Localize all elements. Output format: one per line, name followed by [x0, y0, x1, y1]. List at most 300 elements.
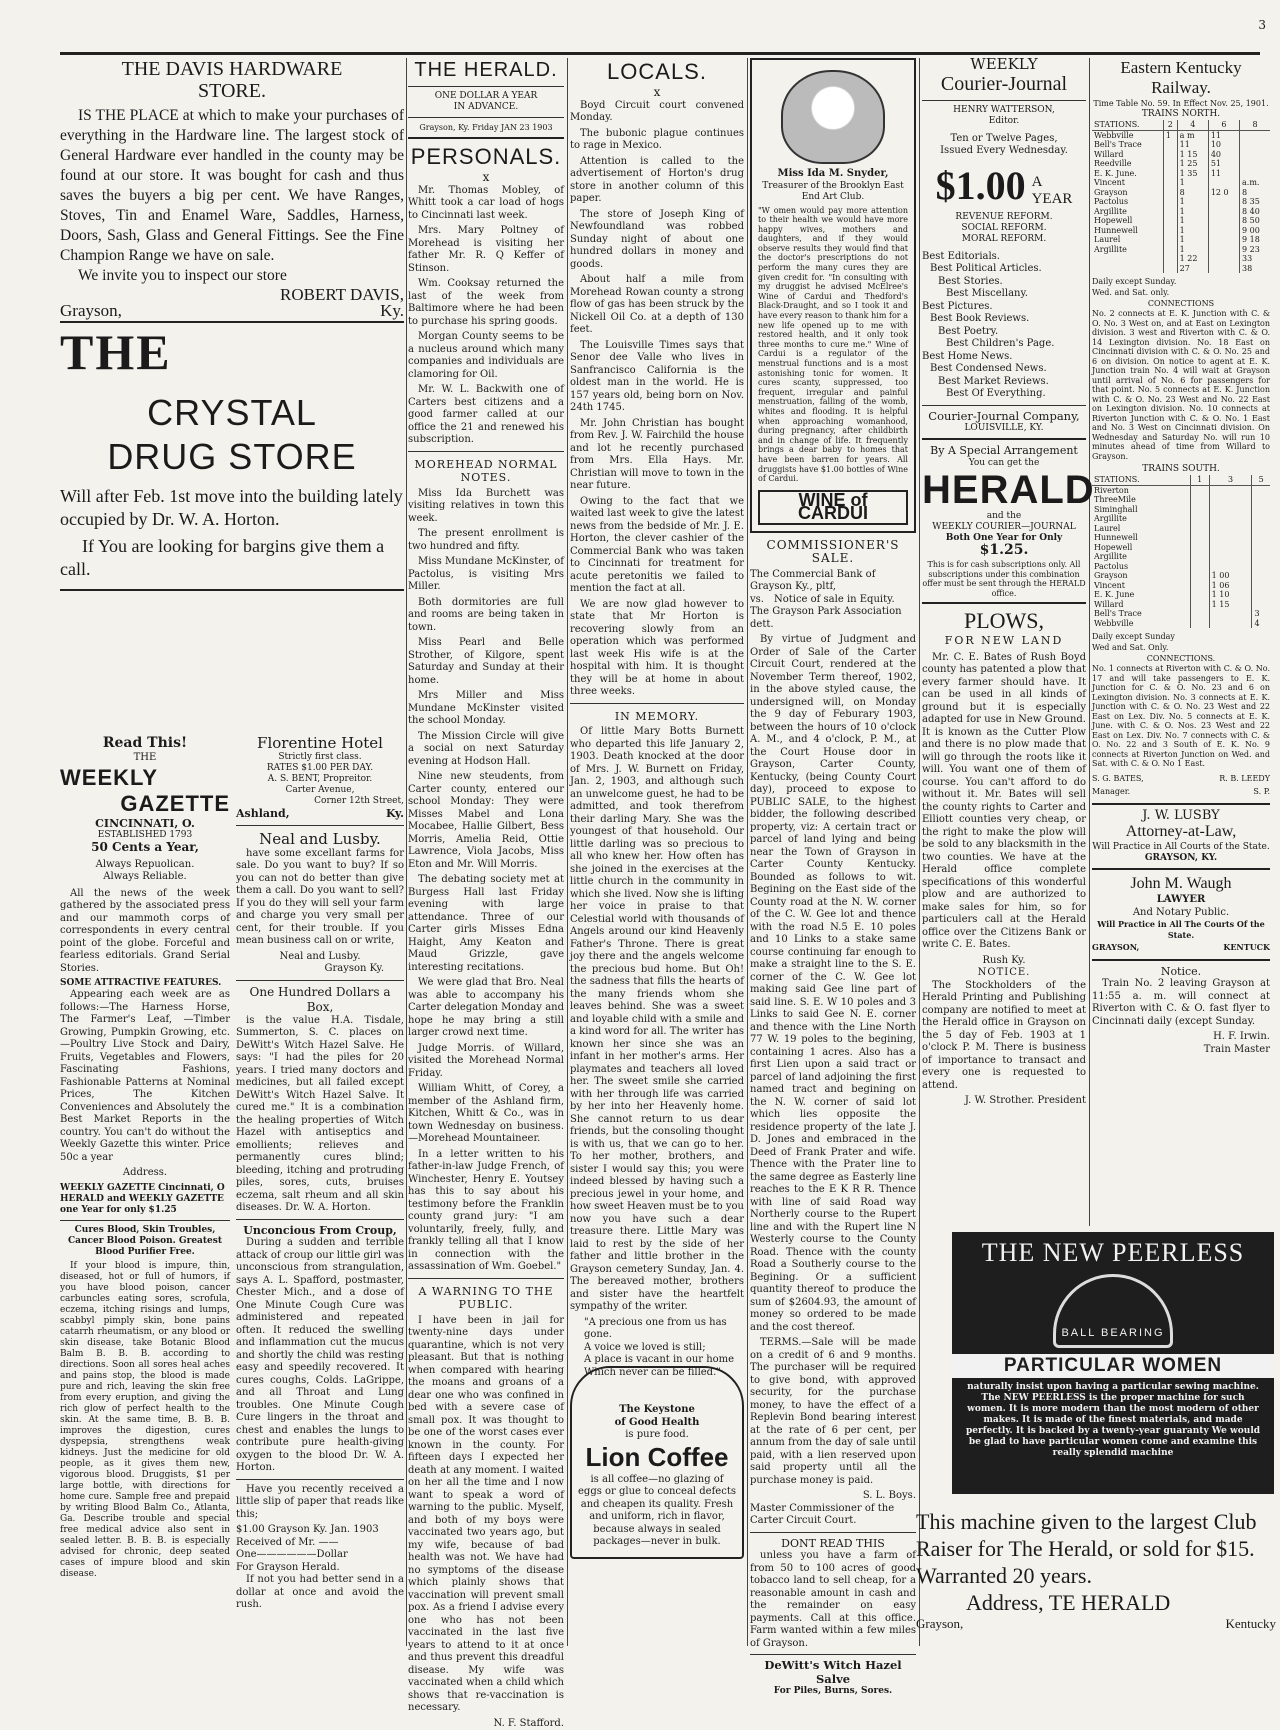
lusby-title: Attorney-at-Law,	[1092, 822, 1270, 842]
hardware-location: Grayson, Ky.	[60, 304, 404, 318]
connections-south: No. 1 connects at Riverton with C. & O. No. 17 and will take passengers to E. K. Junction for C. & O. No. 23 and 6 on Lexington division. No. 3 connects at E. K. Junction with C. & O. No. 23 West and 22 East on Lex. Div. No. 5 connects at E. K. June. with C. & O. Nos. 23 West and 22 East on Lex. Div. No. 7 connects with C. & O. No. 22 and 3 South of E. K. No. 9 connects at Riverton Junction on Wed. and Sat. with C. & O. No 1 East.	[1092, 664, 1270, 769]
peerless-body: naturally insist upon having a particular sewing machine. The NEW PEERLESS is the proper machine for such women. It is more modern than the most modern of other makes. It is made of the finest materials, and made perfectly. It is backed by a twenty-year guaranty We would be glad to have particular women come and examine this really splendid machine	[952, 1378, 1274, 1463]
timetable-cell	[1190, 609, 1209, 619]
timetable-cell	[1209, 485, 1252, 495]
plows-body: Mr. C. E. Bates of Rush Boyd county has patented a plow that every farmer should have. It can be used in all kinds of ground but it is especially adapted for use in New Ground. It is known as the Cutter Plow and there is no plow made that will go through the roots like it will. You want one of them of course. You can't afford to do without it. Mr. Bates will sell the county rights to Carter and Elliott counties very cheap, or the right to make the plow will be sold to any blacksmith in the two counties. We have at the Herald office complete specifications of this wonderful plow and are authorized to make sales for him, so for particulers call at the Herald office over the Citizens Bank or write C. E. Bates.	[922, 652, 1086, 952]
news-item: The Louisville Times says that Senor dee Valle who lives in Sanfrancisco California is the oldest man in the world. He is 157 years old, being born on Nov. 24th 1745.	[570, 340, 744, 415]
timetable-cell: Hunnewell	[1092, 533, 1190, 543]
timetable-cell	[1190, 543, 1209, 553]
timetable-row	[1092, 254, 1270, 264]
timetable-row	[1092, 485, 1270, 495]
waugh-title: LAWYER	[1092, 894, 1270, 907]
courier-weekly: WEEKLY	[922, 58, 1086, 72]
column-rule	[406, 58, 407, 1646]
timetable-cell	[1252, 505, 1270, 515]
commissioner-defendant: The Grayson Park Association dett.	[750, 606, 916, 631]
both-one-year: Both One Year for Only	[922, 533, 1086, 544]
timetable-cell	[1252, 571, 1270, 581]
trains-north: TRAINS NORTH.	[1092, 109, 1270, 120]
timetable-cell: Willard	[1092, 600, 1190, 610]
timetable-cell: Hopewell	[1092, 543, 1190, 553]
timetable-cell: Webbville	[1092, 619, 1190, 629]
courier-best-item: Best Condensed News.	[922, 363, 1086, 376]
timetable-cell: 1 15	[1209, 600, 1252, 610]
timetable-cell: ThreeMile	[1092, 495, 1190, 505]
timetable-cell	[1208, 207, 1239, 217]
hardware-invite: We invite you to inspect our store	[60, 266, 404, 286]
timetable-cell	[1209, 524, 1252, 534]
divider	[922, 438, 1086, 440]
timetable-cell: 8 40	[1240, 207, 1271, 217]
timetable-cell	[1208, 216, 1239, 226]
timetable-cell	[1190, 571, 1209, 581]
timetable-cell	[1163, 140, 1177, 150]
timetable-row	[1092, 543, 1270, 553]
receipt-line: One——————Dollar	[236, 1549, 404, 1562]
gazette-address: Address.	[60, 1167, 230, 1180]
timetable-cell: Siminghall	[1092, 505, 1190, 515]
florentine-rates: RATES $1.00 PER DAY.	[236, 763, 404, 774]
timetable-cell	[1163, 159, 1177, 169]
gazette-column	[60, 734, 230, 1583]
timetable-cell	[1092, 254, 1163, 264]
timetable-cell: 8	[1177, 188, 1208, 198]
timetable-cell	[1163, 254, 1177, 264]
divider	[60, 589, 404, 591]
timetable-cell	[1240, 140, 1271, 150]
divider	[60, 321, 404, 323]
timetable-row	[1092, 609, 1270, 619]
memory-verse: Which never can be filled."	[570, 1367, 744, 1380]
machine-address: Address, TE HERALD	[916, 1589, 1276, 1616]
personals-list	[408, 185, 564, 447]
plows-signature: Rush Ky.	[922, 955, 1086, 968]
timetable-cell: 1 15	[1177, 150, 1208, 160]
gazette-slogan-2: Always Reliable.	[60, 871, 230, 884]
daily-note-4: Wed and Sat. Only.	[1092, 642, 1270, 653]
news-item: The debating society met at Burgess Hall last Friday evening with large attendance. Three of our Carter girls Misses Edna Haight, Amy Keaton and Maud Grizzle, gave interesting recitations.	[408, 874, 564, 974]
timetable-cell	[1163, 216, 1177, 226]
timetable-cell: 11	[1208, 169, 1239, 179]
timetable-cell	[1190, 552, 1209, 562]
gazette-slogan: Always Repuolican.	[60, 859, 230, 872]
trains-south: TRAINS SOUTH.	[1092, 464, 1270, 475]
cardui-name: Miss Ida M. Snyder,	[758, 168, 908, 181]
receipt-line: For Grayson Herald.	[236, 1562, 404, 1575]
timetable-cell: 1 25	[1177, 159, 1208, 169]
timetable-cell	[1208, 264, 1239, 274]
wine-of-cardui-ad	[750, 58, 916, 533]
machine-body: This machine given to the largest Club Raiser for The Herald, or sold for $15. Warranted 20 years.	[916, 1508, 1276, 1589]
railway-title-2: Railway.	[1092, 78, 1270, 98]
timetable-row	[1092, 140, 1270, 150]
crystal-the: THE	[60, 327, 404, 377]
courier-best-item: Best Children's Page.	[922, 338, 1086, 351]
divider	[236, 980, 404, 981]
divider	[236, 1479, 404, 1480]
news-item: About half a mile from Morehead Rowan county a strong flow of gas has been struck by the Nickell Oil Co. at a depth of 130 feet.	[570, 274, 744, 337]
timetable-cell: 1 10	[1209, 590, 1252, 600]
divider	[750, 1654, 916, 1655]
divider	[922, 602, 1086, 604]
news-item: Mrs Miller and Miss Mundane McKinster visited the school Monday.	[408, 690, 564, 728]
weekly-courier: WEEKLY COURIER—JOURNAL	[922, 522, 1086, 533]
timetable-head-cell: 4	[1177, 120, 1208, 130]
daily-note-3: Daily except Sunday	[1092, 631, 1270, 642]
read-this: Read This!	[60, 734, 230, 752]
timetable-cell	[1163, 264, 1177, 274]
cardui-body: "W omen would pay more attention to their health we would have more happy wives, mothers and daughters, and if they would observe results they would find that the doctor's prescriptions do not perform the many cures they are given credit for. "In consulting with my druggist he advised McElree's Wine of Cardui and Thedford's Black-Draught, and so I took it and have every reason to thank him for a new life opened up to me with restored health, and it only took three months to cure me." Wine of Cardui is a regulator of the menstrual functions and is a most astonishing tonic for women. It cures scanty, suppressed, too frequent, irregular and painful menstruation, falling of the womb, whites and flooding. It is helpful when approaching womanhood, during pregnancy, after childbirth and in change of life. It frequently brings a dear baby to homes that have been barren for years. All druggists have $1.00 bottles of Wine of Cardui.	[758, 206, 908, 484]
cures-head: Cures Blood, Skin Troubles, Cancer Blood Poison. Greatest Blood Purifier Free.	[60, 1225, 230, 1258]
locals-title: LOCALS.	[570, 58, 744, 86]
dewitt-salve: DeWitt's Witch Hazel Salve	[750, 1659, 916, 1686]
receipt-line: Received of Mr. ——	[236, 1537, 404, 1550]
croup-body: During a sudden and terrible attack of croup our little girl was unconscious from strangulation, says A. L. Spafford, postmaster, Chester Mich., and a dose of One Minute Cough Cure was administered and repeated often. It reduced the swelling and inflammation cut the mucus and shortly the child was resting easy and speedily recovered. It cures coughs, Colds. LaGrippe, and all Throat and Lung troubles. One Minute Cough Cure lingers in the throat and chest and enables the lungs to contribute pure health-giving oxygen to the blood Dr. W. A. Horton.	[236, 1237, 404, 1475]
courier-title: Courier-Journal	[922, 72, 1086, 96]
divider	[408, 451, 564, 452]
timetable-row	[1092, 245, 1270, 255]
news-item: Morgan County seems to be a nucleus around which many companies and individuals are clamoring for Oil.	[408, 331, 564, 381]
timetable-cell	[1092, 264, 1163, 274]
receipt-intro: Have you recently received a little slip of paper that reads like this;	[236, 1484, 404, 1522]
timetable-cell: 1	[1177, 235, 1208, 245]
herald-dateline: Grayson, Ky. Friday JAN 23 1903	[408, 122, 564, 133]
timetable-cell: Webbville	[1092, 130, 1163, 140]
news-item: Mrs. Mary Poltney of Morehead is visiting her father Mr. R. Q Keffer of Stinson.	[408, 225, 564, 275]
news-item: The store of Joseph King of Newfoundland was robbed Sunday night of about one hundred dollars in money and goods.	[570, 209, 744, 272]
divider	[236, 1219, 404, 1220]
timetable-cell: Argillite	[1092, 207, 1163, 217]
timetable-cell: a m	[1177, 130, 1208, 140]
news-item: Mr. John Christian has bought from Rev. J. W. Fairchild the house and lot he recently purchased from Mrs. Ella Hays. Mr. Christian will move to town in the near future.	[570, 418, 744, 493]
timetable-cell	[1163, 150, 1177, 160]
daily-note: Daily except Sunday.	[1092, 276, 1270, 287]
timetable-cell: Grayson	[1092, 571, 1190, 581]
timetable-cell	[1208, 235, 1239, 245]
timetable-cell	[1252, 495, 1270, 505]
news-item: Nine new steudents, from Carter county, entered our school Monday: They were Misses Mabel and Lona Mocabee, Hallie Gilbert, Bess Morris, Amelia Reid, Ottie Lawrence, Viola Jacobs, Miss Eton and Mr. Will Morris.	[408, 771, 564, 871]
timetable-cell	[1252, 600, 1270, 610]
timetable-cell: Hunnewell	[1092, 226, 1163, 236]
neal-signature: Neal and Lusby.	[236, 951, 404, 964]
column-rule	[567, 58, 568, 1646]
news-item: We were glad that Bro. Neal was able to accompany his Carter delegation Monday and hope he may bring a still larger crowd next time.	[408, 977, 564, 1040]
divider	[570, 703, 744, 704]
courier-best-item: Best Pictures.	[922, 301, 1086, 314]
and-the: and the	[922, 511, 1086, 522]
timetable-row	[1092, 216, 1270, 226]
croup-title: Unconcious From Croup,	[236, 1224, 404, 1238]
timetable-cell	[1190, 533, 1209, 543]
timetable-row	[1092, 226, 1270, 236]
lion-keystone: The Keystone	[578, 1404, 736, 1417]
courier-price: $1.00 A YEAR	[922, 164, 1086, 208]
timetable-row	[1092, 590, 1270, 600]
herald-masthead: THE HERALD.	[408, 58, 564, 82]
commissioner-signature: S. L. Boys.	[750, 1490, 916, 1503]
timetable-row	[1092, 159, 1270, 169]
timetable-cell	[1240, 150, 1271, 160]
connections-head: CONNECTIONS	[1092, 298, 1270, 309]
timetable-cell	[1240, 159, 1271, 169]
timetable-row	[1092, 600, 1270, 610]
machine-offer	[916, 1508, 1276, 1632]
timetable-row	[1092, 130, 1270, 140]
timetable-head-cell: 8	[1240, 120, 1271, 130]
lion-coffee-ad	[570, 1366, 744, 1559]
hardware-title-2: STORE.	[60, 80, 404, 102]
railway-signatures-2: Manager. S. P.	[1092, 785, 1270, 799]
divider	[408, 117, 564, 118]
timetable-cell	[1163, 197, 1177, 207]
timetable-cell	[1190, 495, 1209, 505]
florentine-line: Strictly first class.	[236, 752, 404, 763]
courier-best-item: Best Political Articles.	[922, 263, 1086, 276]
memory-body: Of little Mary Botts Burnett who departed this life January 2, 1903. Death knocked at the door of Mrs. J. W. Burnett on Friday, Jan. 2, 1903, and although such an unwelcome guest, he had to be admitted, and took therefrom their darling Mary. She was the youngest of that household. Our little darling was so precious to all who knew her. How often has she joined in the exercises at the little church in the community in which she lived. Now she is lifting her voice in praise to that Celestial world with thousands of Angels around our kind Heavenly Father's Throne. There is great joy there and the angels welcome the precious bud home. But Oh! the sadness that fills the hearts of the many friends whom she leaves behind. She was a sweet and loyable child with a smile and a kind word for all. The writer has known her since she was an infant in her mother's arms. Her playmates and teachers all loved her. The sweet smile she carried with her through life was carried by her into her Heavenly home. She cannot return to us dear friends, but the consoling thought is with us, that we can go to her. To her mother, brothers, and sister I would say this; you were indeed blessed by having such a precious jewel in your home, and how sweet Heaven must be to you now you have such a dear treasure there. Little Mary was laid to rest by the side of her father and little brother in the Grayson cemetery Sunday, Jan. 4. The bereaved mother, brothers and sister have the heartfelt sympathy of the writer.	[570, 726, 744, 1314]
crystal-body: Will after Feb. 1st move into the building lately occupied by Dr. W. A. Horton. If You are looking for bargins give them a call.	[60, 485, 404, 581]
lion-coffee-title: Lion Coffee	[578, 1442, 736, 1472]
news-item: Attention is called to the advertisement of Horton's drug store in another column of this paper.	[570, 156, 744, 206]
timetable-row	[1092, 235, 1270, 245]
divider	[408, 86, 564, 87]
courier-editor-2: Editor.	[922, 116, 1086, 127]
notice2-signature: H. F. Irwin.	[1092, 1031, 1270, 1044]
divider	[60, 1220, 230, 1221]
timetable-row	[1092, 264, 1270, 274]
timetable-head-cell: 5	[1252, 475, 1270, 485]
combo-note: This is for cash subscriptions only. All subscriptions under this combination offer must be sent through the HERALD office.	[922, 560, 1086, 598]
gazette-features: Appearing each week are as follows:—The Harness Horse, The Farmer's Leaf, —Timber Growing, Pumpkin Growing, etc. —Poultry Live Stock and Dairy, Fruits, Vegetables and Flowers, Fascinating Fashions, Fashionable Patterns at Nominal Prices, The Kitchen Conveniences and Absolutely the Best Market Reports in the country. You can't do without the Weekly Gazette this winter. Price 50c a year	[60, 989, 230, 1164]
plows-title: PLOWS,	[922, 608, 1086, 634]
notice2-title: Notice.	[1092, 965, 1270, 979]
connections-head-2: CONNECTIONS.	[1092, 653, 1270, 664]
timetable-cell: 1 00	[1209, 571, 1252, 581]
timetable-row	[1092, 169, 1270, 179]
waugh-name: John M. Waugh	[1092, 874, 1270, 894]
reform-line: MORAL REFORM.	[922, 234, 1086, 245]
timetable-cell: Argillite	[1092, 514, 1190, 524]
memory-head: IN MEMORY.	[570, 710, 744, 724]
waugh-sub: And Notary Public.	[1092, 907, 1270, 920]
news-item: Mr. W. L. Backwith one of Carters best citizens and a good farmer called at our office the 21 and renewed his subscription.	[408, 384, 564, 447]
timetable-cell: Reedville	[1092, 159, 1163, 169]
normal-notes-head: MOREHEAD NORMAL NOTES.	[408, 458, 564, 485]
lion-health: of Good Health	[578, 1417, 736, 1430]
timetable-cell	[1163, 245, 1177, 255]
timetable-row	[1092, 571, 1270, 581]
right-subcolumn	[236, 734, 404, 1615]
north-timetable	[1092, 120, 1270, 273]
timetable-cell: Riverton	[1092, 485, 1190, 495]
courier-best-item: Best Miscellany.	[922, 288, 1086, 301]
timetable-cell: 12 0	[1208, 188, 1239, 198]
warning-body: I have been in jail for twenty-nine days under quarantine, which is not very pleasant. But that is nothing when compared with hearing the moans and groans of a dear one who was confined in bed with a severe case of small pox. It was thought to be one of the worst cases ever known in the county. For fifteen days I expected her death at any moment. I waited on her all the time and I now want to speak a word of warning to the public. Myself, and both of my boys were vaccinated two years ago, but my wife, because of bad health was not. We have had no symptoms of the disease which plainly shows that vaccination will prevent small pox. As a friend I advise every one who has not been vaccinated in the last five years to attend to it at once and thus prevent this dreadful disease. My wife was vaccinated when a child which shows that re-vaccination is necessary.	[408, 1315, 564, 1715]
timetable-cell: 1	[1177, 245, 1208, 255]
timetable-cell: 1 06	[1209, 581, 1252, 591]
gazette-the: THE	[60, 752, 230, 765]
timetable-head-cell: 1	[1190, 475, 1209, 485]
timetable-cell	[1252, 524, 1270, 534]
column-6	[1092, 58, 1270, 1218]
memory-verse: "A precious one from us has gone.	[570, 1317, 744, 1342]
memory-verse: A place is vacant in our home	[570, 1354, 744, 1367]
column-rule	[919, 58, 920, 1646]
hardware-ad	[60, 58, 404, 317]
timetable-cell	[1208, 245, 1239, 255]
gazette-club: WEEKLY GAZETTE Cincinnati, O HERALD and WEEKLY GAZETTE one Year for only $1.25	[60, 1183, 230, 1216]
divider	[1092, 868, 1270, 870]
news-item: The Mission Circle will give a social on next Saturday evening at Hodson Hall.	[408, 731, 564, 769]
news-item: Miss Mundane McKinster, of Pactolus, is visiting Mrs Miller.	[408, 556, 564, 594]
timetable-row	[1092, 552, 1270, 562]
timetable-cell: Pactolus	[1092, 562, 1190, 572]
timetable-cell: 11	[1177, 140, 1208, 150]
gazette-weekly: WEEKLY	[60, 765, 230, 791]
timetable-cell: 8	[1240, 188, 1271, 198]
cardui-brand: WINE of CARDUI	[758, 490, 908, 525]
peerless-sewing-ad	[952, 1232, 1274, 1494]
waugh-body: Will Practice in All The Courts Of the State.	[1092, 919, 1270, 941]
news-item: The present enrollment is two hundred and fifty.	[408, 528, 564, 553]
timetable-cell	[1190, 505, 1209, 515]
timetable-cell	[1240, 169, 1271, 179]
lion-pure-food: is pure food.	[578, 1429, 736, 1442]
hardware-title: THE DAVIS HARDWARE	[60, 58, 404, 80]
timetable-cell	[1240, 130, 1271, 140]
plows-sub: FOR NEW LAND	[922, 634, 1086, 648]
dont-read-body: unless you have a farm of from 50 to 100 acres of good tobacco land to sell cheap, for a reasonable amount in cash and the remainder on easy payments. Call at this office. Farm wanted within a few miles of Grayson.	[750, 1550, 916, 1650]
notice-signature: J. W. Strother. President	[922, 1095, 1086, 1108]
daily-note-2: Wed. and Sat. only.	[1092, 287, 1270, 298]
section-mark: x	[408, 171, 564, 185]
divider	[1092, 803, 1270, 805]
timetable-cell: a.m.	[1240, 178, 1271, 188]
timetable-cell	[1252, 590, 1270, 600]
timetable-cell	[1209, 514, 1252, 524]
timetable-cell: 9 18	[1240, 235, 1271, 245]
column-rule	[1089, 58, 1090, 1226]
timetable-cell	[1209, 609, 1252, 619]
commissioner-terms: TERMS.—Sale will be made on a credit of 6 and 9 months. The purchaser will be required to give bond, with approved security, for the purchase money, to have the effect of a Replevin Bond bearing interest at the rate of 6 per cent, per annum from the day of sale until paid, with a lien reserved upon said property until all the purchase money is paid.	[750, 1337, 916, 1487]
timetable-cell: 4	[1252, 619, 1270, 629]
notice-title: NOTICE.	[922, 967, 1086, 980]
timetable-cell: 1	[1177, 178, 1208, 188]
railway-signatures: S. G. BATES, R. B. LEEDY	[1092, 772, 1270, 786]
lusby-town: GRAYSON, KY.	[1092, 853, 1270, 864]
timetable-cell	[1208, 197, 1239, 207]
news-item: The bubonic plague continues to rage in Mexico.	[570, 128, 744, 153]
section-mark: x	[570, 86, 744, 100]
gazette-established: ESTABLISHED 1793	[60, 830, 230, 841]
timetable-cell: Laurel	[1092, 235, 1163, 245]
combo-price: $1.25.	[922, 544, 1086, 558]
timetable-cell: 8 35	[1240, 197, 1271, 207]
timetable-cell	[1209, 562, 1252, 572]
timetable-header	[1092, 120, 1270, 130]
news-item: Miss Ida Burchett was visiting relatives in town this week.	[408, 488, 564, 526]
column-5	[922, 58, 1086, 1218]
crystal-title-2: DRUG STORE	[60, 435, 404, 479]
timetable-cell	[1252, 552, 1270, 562]
timetable-cell: Bell's Trace	[1092, 609, 1190, 619]
courier-best-item: Best Stories.	[922, 276, 1086, 289]
herald-rate: ONE DOLLAR A YEAR	[408, 91, 564, 102]
timetable-cell: 10	[1208, 140, 1239, 150]
timetable-cell: Argillite	[1092, 552, 1190, 562]
divider	[922, 100, 1086, 101]
timetable-no: Time Table No. 59. In Effect Nov. 25, 1901.	[1092, 98, 1270, 109]
courier-best-item: Best Market Reviews.	[922, 376, 1086, 389]
timetable-row	[1092, 533, 1270, 543]
top-rule	[60, 52, 1260, 55]
notice2-office: Train Master	[1092, 1044, 1270, 1057]
lion-body: is all coffee—no glazing of eggs or glue to conceal defects and cheapen its quality. Fresh and uniform, rich in flavor, because always in sealed packages—never in bulk.	[578, 1474, 736, 1549]
reform-line: REVENUE REFORM.	[922, 212, 1086, 223]
gazette-price: 50 Cents a Year,	[60, 841, 230, 855]
peerless-title: THE NEW PEERLESS	[952, 1238, 1274, 1268]
gazette-features-head: SOME ATTRACTIVE FEATURES.	[60, 978, 230, 989]
cures-body: If your blood is impure, thin, diseased, hot or full of humors, if you have blood poison, cancer carbuncles eating sores, scrofula, eczema, itching risings and lumps, scabbyl pimply skin, bone pains catarrh rheumatism, or any blood or skin disease, take Botanic Blood Balm B. B. B. according to directions. Soon all sores heal aches and pains stop, the blood is made pure and rich, leaving the skin free from every eruption, and giving the rich glow of perfect health to the skin. At the same time, B. B. B. improves the digestion, cures dyspepsia, strengthens weak kidneys. Just the medicine for old people, as it gives them new, vigorous blood. Druggists, $1 per large bottle, with directions for home cure. Sample free and prepaid by writing Blood Balm Co., Atlanta, Ga. Describe trouble and special free medical advice also sent in sealed letter. B. B. B. is especially advised for chronic, deep seated cases of impure blood and skin disease.	[60, 1261, 230, 1580]
timetable-cell: Bell's Trace	[1092, 140, 1163, 150]
warning-signature: N. F. Stafford.	[408, 1718, 564, 1730]
timetable-cell	[1190, 514, 1209, 524]
hardware-signature: ROBERT DAVIS,	[60, 288, 404, 302]
crystal-title: CRYSTAL	[60, 391, 404, 435]
commissioner-office: Master Commissioner of the Carter Circuit Court.	[750, 1503, 916, 1528]
courier-best-list	[922, 251, 1086, 401]
timetable-cell: Laurel	[1092, 524, 1190, 534]
timetable-cell: 9 00	[1240, 226, 1271, 236]
timetable-cell	[1209, 495, 1252, 505]
can-get: You can get the	[922, 458, 1086, 469]
timetable-head-cell: 3	[1209, 475, 1252, 485]
timetable-cell	[1208, 178, 1239, 188]
news-item: We are now glad however to state that Mr Horton is recovering slowly from an operation which was performed last week His wife is at the hospital with him. It is thought they will be at home in about three weeks.	[570, 599, 744, 699]
divider	[750, 1532, 916, 1533]
timetable-row	[1092, 619, 1270, 629]
news-item: Mr. Thomas Mobley, of Whitt took a car load of hogs to Cincinnati last week.	[408, 185, 564, 223]
timetable-cell: 8 50	[1240, 216, 1271, 226]
divider	[922, 405, 1086, 406]
news-item: Owing to the fact that we waited last week to give the latest news from the bedside of Mr. J. E. Horton, the clever cashier of the Commercial Bank who was taken to Cincinnati for treatment for acute peretonitis we failed to mention the fact at all.	[570, 496, 744, 596]
column-rule	[747, 58, 748, 1646]
timetable-cell	[1190, 485, 1209, 495]
timetable-cell: 40	[1208, 150, 1239, 160]
memory-verse: A voice we loved is still;	[570, 1342, 744, 1355]
courier-best-item: Best Poetry.	[922, 326, 1086, 339]
news-item: Wm. Cooksay returned the last of the week from Baltimore where he had been to purchase his spring goods.	[408, 278, 564, 328]
florentine-title: Florentine Hotel	[236, 734, 404, 752]
commissioner-title: COMMISSIONER'S SALE.	[750, 539, 916, 566]
sewing-machine-icon: BALL BEARING	[1053, 1274, 1173, 1348]
courier-best-item: Best Of Everything.	[922, 388, 1086, 401]
timetable-cell: 38	[1240, 264, 1271, 274]
timetable-cell	[1163, 226, 1177, 236]
timetable-row	[1092, 495, 1270, 505]
timetable-head-cell: 6	[1208, 120, 1239, 130]
page-number: 3	[1258, 18, 1266, 32]
special-arrangement: By A Special Arrangement	[922, 444, 1086, 458]
machine-location: Grayson, Kentucky	[916, 1616, 1276, 1632]
timetable-cell	[1252, 562, 1270, 572]
timetable-row	[1092, 524, 1270, 534]
divider	[1092, 959, 1270, 961]
timetable-cell	[1209, 505, 1252, 515]
column-4	[750, 58, 916, 1648]
timetable-cell: 1	[1177, 216, 1208, 226]
timetable-cell: Vincent	[1092, 581, 1190, 591]
timetable-cell	[1190, 562, 1209, 572]
